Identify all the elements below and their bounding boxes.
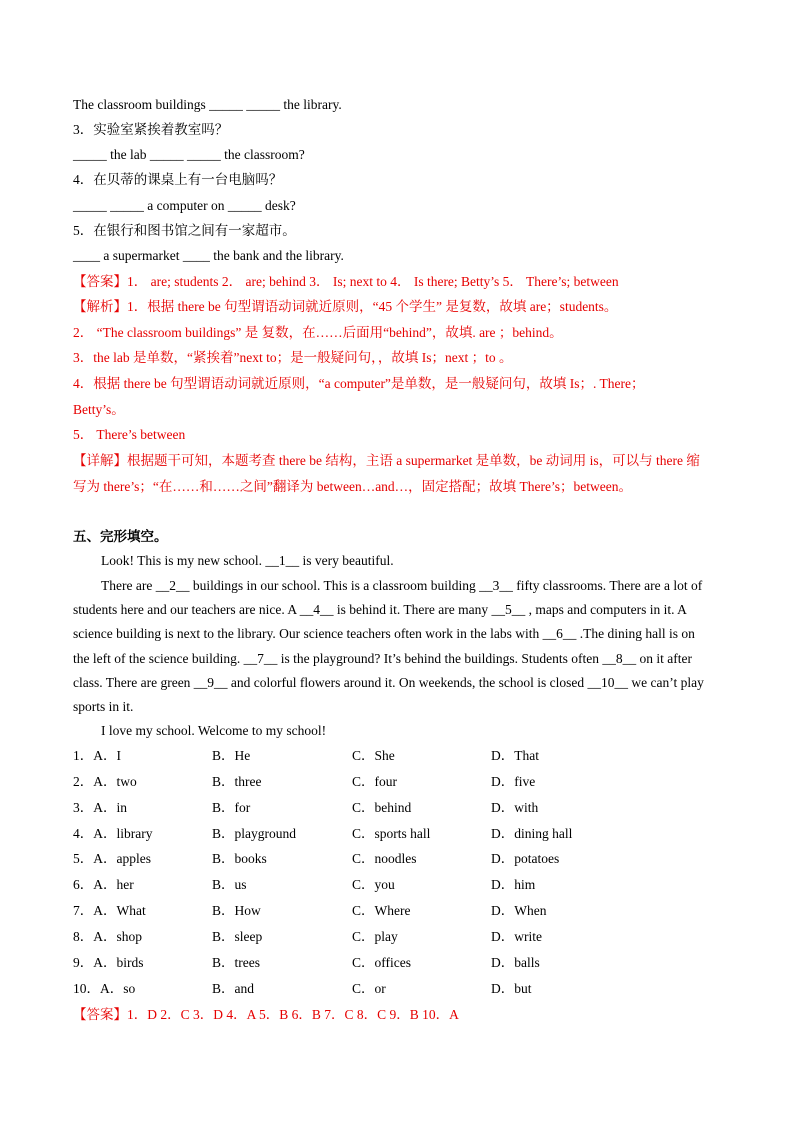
option-c: C．you	[352, 877, 395, 892]
option-c: C．sports hall	[352, 826, 431, 841]
passage-line: science building is next to the library. Our science teachers often work in the labs with __6__ .The dining hall is on	[73, 626, 695, 641]
option-c: C．offices	[352, 955, 411, 970]
option-c: C．behind	[352, 800, 412, 815]
question-line: _____ the lab _____ _____ the classroom?	[73, 147, 305, 162]
analysis-line: 5． There’s between	[73, 427, 186, 442]
option-d: D．When	[491, 903, 547, 918]
option-a: 6．A．her	[73, 877, 134, 892]
detail-line: 【详解】根据题干可知，本题考查 there be 结构，主语 a supermarket 是单数，be 动词用 is，可以与 there 缩	[73, 453, 700, 468]
final-answer: 【答案】1．D 2．C 3．D 4．A 5．B 6．B 7．C 8．C 9．B 10．A	[73, 1007, 459, 1022]
question-line: 3．实验室紧挨着教室吗？	[73, 122, 229, 137]
option-c: C．noodles	[352, 851, 417, 866]
option-c: C．Where	[352, 903, 411, 918]
option-b: B．books	[212, 851, 267, 866]
analysis-line: 3．the lab 是单数，“紧挨着”next to；是一般疑问句，，故填 Is；next ；to 。	[73, 350, 513, 365]
option-a: 8．A．shop	[73, 929, 143, 944]
option-d: D．potatoes	[491, 851, 560, 866]
question-line: 4．在贝蒂的课桌上有一台电脑吗？	[73, 172, 283, 187]
passage-line: There are __2__ buildings in our school. This is a classroom building __3__ fifty classrooms. There are a lot of	[101, 578, 703, 593]
detail-line: 写为 there’s；“在……和……之间”翻译为 between…and…，固定搭配；故填 There’s；between。	[73, 479, 633, 494]
passage-line: class. There are green __9__ and colorful flowers around it. On weekends, the school is closed __10__ we can’t play	[73, 675, 704, 690]
option-b: B．How	[212, 903, 261, 918]
option-d: D．That	[491, 748, 539, 763]
option-a: 1．A．I	[73, 748, 121, 763]
passage-line: the left of the science building. __7__ is the playground? It’s behind the buildings. Students often __8__ on it after	[73, 651, 693, 666]
option-a: 2．A．two	[73, 774, 137, 789]
question-line: ____ a supermarket ____ the bank and the library.	[73, 248, 344, 263]
option-b: B．for	[212, 800, 251, 815]
option-d: D．him	[491, 877, 536, 892]
option-d: D．dining hall	[491, 826, 573, 841]
option-c: C．or	[352, 981, 386, 996]
section-title: 五、完形填空。	[73, 529, 168, 544]
option-b: B．playground	[212, 826, 296, 841]
analysis-line: 4．根据 there be 句型谓语动词就近原则，“a computer”是单数，是一般疑问句，故填 Is；. There；	[73, 376, 645, 391]
analysis-line: 【解析】1．根据 there be 句型谓语动词就近原则，“45 个学生” 是复数，故填 are；students。	[73, 299, 618, 314]
option-b: B．trees	[212, 955, 260, 970]
option-d: D．balls	[491, 955, 540, 970]
option-b: B．He	[212, 748, 251, 763]
passage-line: sports in it.	[73, 699, 134, 714]
option-a: 10．A．so	[73, 981, 136, 996]
passage-line: I love my school. Welcome to my school!	[101, 723, 327, 738]
option-d: D．five	[491, 774, 536, 789]
option-a: 9．A．birds	[73, 955, 144, 970]
option-a: 4．A．library	[73, 826, 153, 841]
option-c: C．four	[352, 774, 397, 789]
option-c: C．play	[352, 929, 398, 944]
passage-line: Look! This is my new school. __1__ is very beautiful.	[101, 553, 394, 568]
analysis-line: 2． “The classroom buildings” 是 复数，在……后面用“behind”，故填. are ；behind。	[73, 325, 563, 340]
option-b: B．three	[212, 774, 262, 789]
option-a: 5．A．apples	[73, 851, 151, 866]
question-line: The classroom buildings _____ _____ the library.	[73, 97, 342, 112]
answer-line: 【答案】1． are; students 2． are; behind 3． Is; next to 4． Is there; Betty’s 5． There’s; between	[73, 274, 619, 289]
option-d: D．with	[491, 800, 539, 815]
analysis-line: Betty’s。	[73, 402, 125, 417]
option-d: D．but	[491, 981, 532, 996]
question-line: 5．在银行和图书馆之间有一家超市。	[73, 223, 296, 238]
option-a: 7．A．What	[73, 903, 146, 918]
passage-line: students here and our teachers are nice. A __4__ is behind it. There are many __5__ , maps and computers in it. A	[73, 602, 687, 617]
option-b: B．sleep	[212, 929, 263, 944]
option-b: B．and	[212, 981, 254, 996]
option-b: B．us	[212, 877, 247, 892]
question-line: _____ _____ a computer on _____ desk?	[73, 198, 296, 213]
option-d: D．write	[491, 929, 542, 944]
option-c: C．She	[352, 748, 395, 763]
option-a: 3．A．in	[73, 800, 127, 815]
